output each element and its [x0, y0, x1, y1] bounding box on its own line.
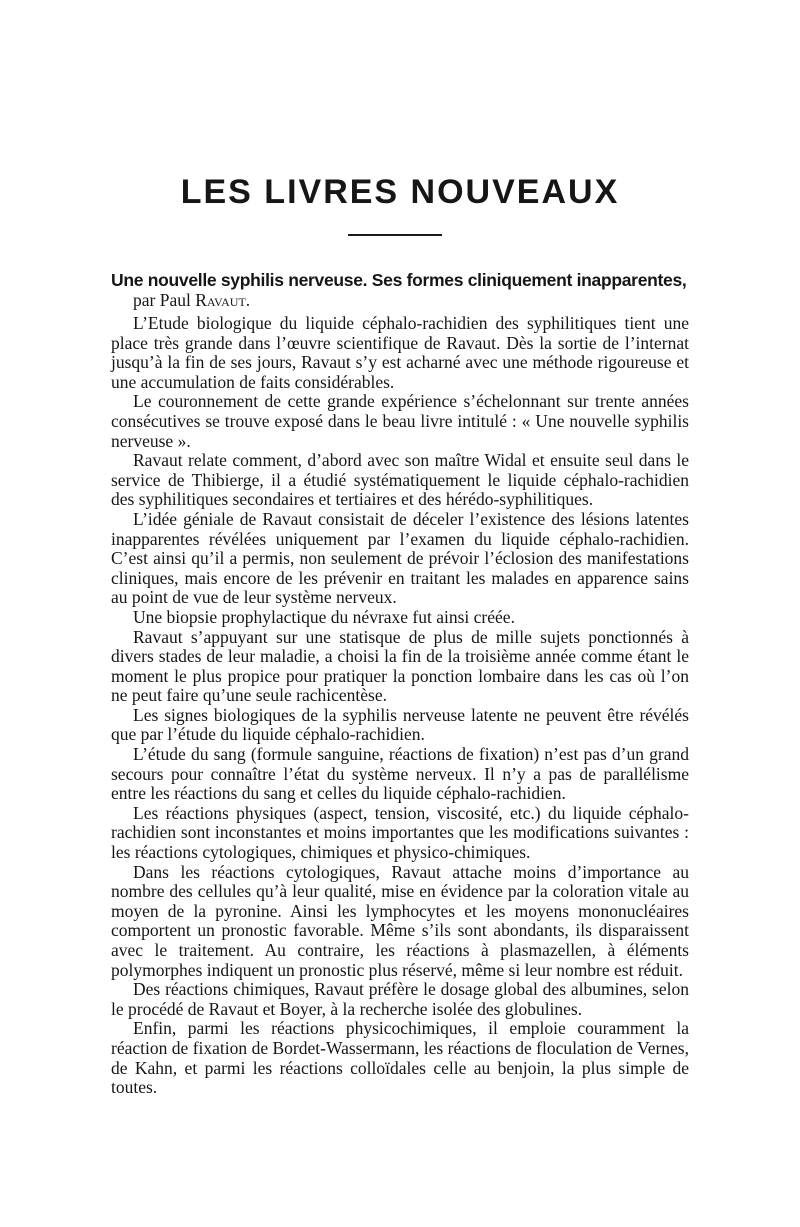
review-body: [111, 314, 689, 1098]
heading-rule: [348, 234, 442, 236]
section-heading: LES LIVRES NOUVEAUX: [180, 173, 620, 211]
body-paragraph: Les réactions physiques (aspect, tension, viscosité, etc.) du liquide céphalo-rachidien sont inconstantes et moins importantes que les modifications suivantes : les réactions cytologiques, chimiques et physico-chimiques.: [111, 802, 689, 863]
review-book-title: Une nouvelle syphilis nerveuse. Ses formes cliniquement inapparentes,: [111, 270, 687, 290]
body-paragraph: Des réactions chimiques, Ravaut préfère le dosage global des albumines, selon le procédé de Ravaut et Boyer, à la recherche isolée des globulines.: [111, 979, 689, 1019]
byline-prefix: par Paul: [133, 290, 196, 310]
body-paragraph: Ravaut s’appuyant sur une statisque de plus de mille sujets ponctionnés à divers stades de leur maladie, a choisi la fin de la troisième année comme étant le moment le plus propice pour pratiquer la ponction lombaire dans les cas où l’on ne peut faire qu’une seule rachicentèse.: [111, 626, 689, 706]
byline-author: Ravaut.: [195, 290, 251, 310]
body-paragraph: Le couronnement de cette grande expérience s’échelonnant sur trente années consécutives se trouve exposé dans le beau livre intitulé : « Une nouvelle syphilis nerveuse ».: [111, 391, 689, 451]
body-paragraph: Les signes biologiques de la syphilis nerveuse latente ne peuvent être révélés que par l’étude du liquide céphalo-rachidien.: [111, 704, 689, 745]
body-paragraph: Ravaut relate comment, d’abord avec son maître Widal et ensuite seul dans le service de Thibierge, il a étudié systématiquement le liquide céphalo-rachidien des syphilitiques secondaires et tertiaires et des hérédo-syphilitiques.: [111, 450, 689, 510]
body-paragraph: Enfin, parmi les réactions physicochimiques, il emploie couramment la réaction de fixation de Bordet-Wassermann, les réactions de floculation de Vernes, de Kahn, et parmi les réactions colloïdales celle au benjoin, la plus simple de toutes.: [111, 1018, 689, 1098]
body-paragraph: L’idée géniale de Ravaut consistait de déceler l’existence des lésions latentes inapparentes révélées uniquement par l’examen du liquide céphalo-rachidien. C’est ainsi qu’il a permis, non seulement de prévoir l’éclosion des manifestations cliniques, mais encore de les prévenir en traitant les malades en apparence sains au point de vue de leur système nerveux.: [111, 508, 689, 608]
body-paragraph: Une biopsie prophylactique du névraxe fut ainsi créée.: [133, 606, 515, 627]
body-paragraph: Dans les réactions cytologiques, Ravaut attache moins d’importance au nombre des cellules qu’à leur qualité, mise en évidence par la coloration vitale au moyen de la pyronine. Ainsi les lymphocytes et les moyens mononucléaires comportent un pronostic favorable. Même s’ils sont abondants, ils disparaissent avec le traitement. Au contraire, les réactions à plasmazellen, à éléments polymorphes indiquent un pronostic plus réservé, même si leur nombre est réduit.: [111, 861, 689, 980]
body-paragraph: L’étude du sang (formule sanguine, réactions de fixation) n’est pas d’un grand secours pour connaître l’état du système nerveux. Il n’y a pas de parallélisme entre les réactions du sang et celles du liquide céphalo-rachidien.: [111, 744, 689, 804]
book-review: [111, 270, 689, 1098]
body-paragraph: L’Etude biologique du liquide céphalo-rachidien des syphilitiques tient une place très grande dans l’œuvre scientifique de Ravaut. Dès la sortie de l’internat jusqu’à la fin de ses jours, Ravaut s’y est acharné avec une méthode rigoureuse et une accumulation de faits considérables.: [111, 313, 689, 392]
review-byline: [111, 290, 689, 310]
